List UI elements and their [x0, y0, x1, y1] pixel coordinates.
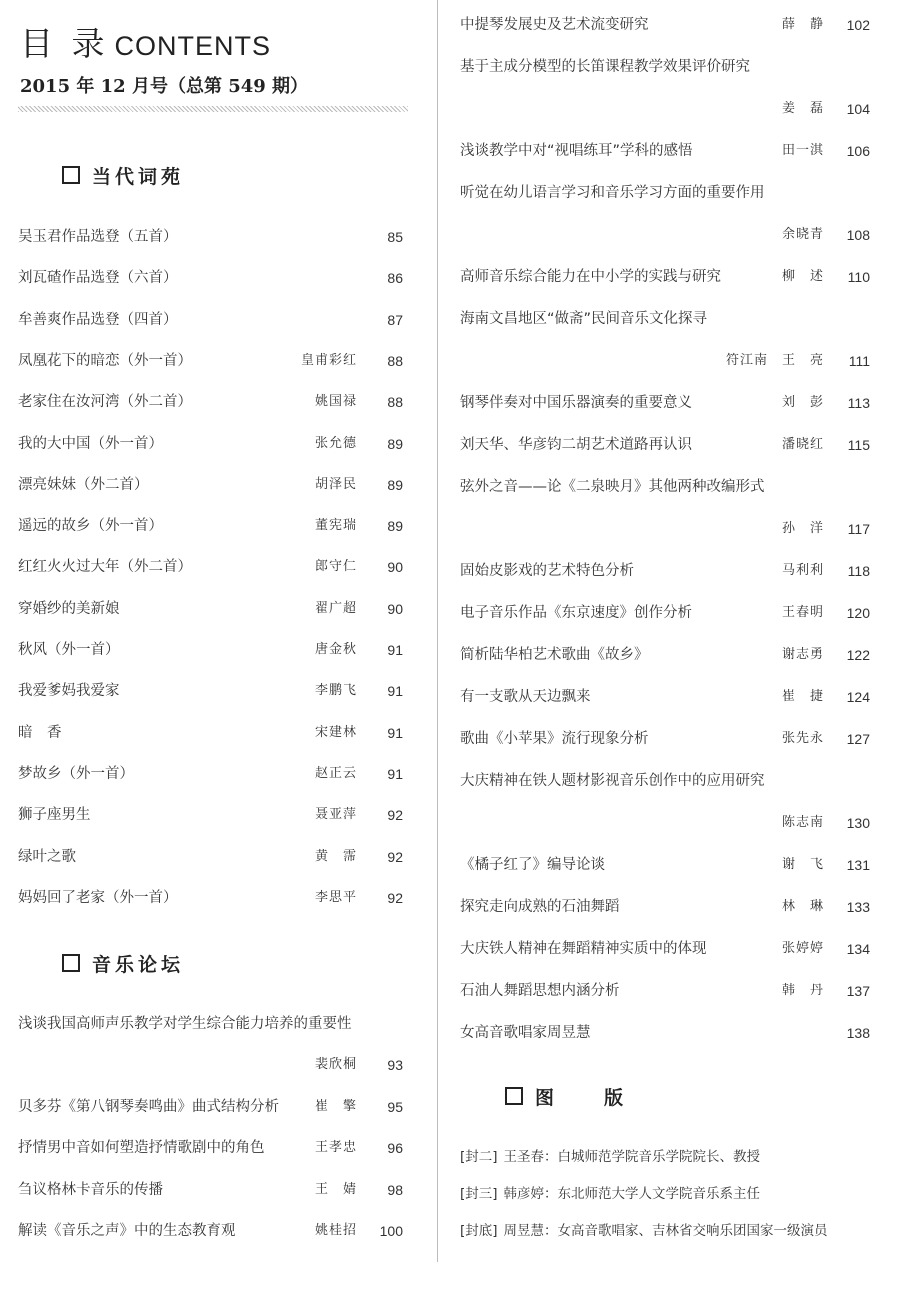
entry-page: 89 — [387, 518, 403, 535]
plate-position-tag: [封三] — [460, 1186, 498, 1202]
entry-title: 高师音乐综合能力在中小学的实践与研究 — [460, 269, 721, 285]
entry-page: 127 — [846, 731, 870, 747]
toc-entry[interactable] — [18, 389, 403, 415]
entry-title: 贝多芬《第八钢琴奏鸣曲》曲式结构分析 — [18, 1098, 279, 1115]
toc-entry[interactable] — [460, 54, 870, 80]
toc-entry[interactable] — [460, 390, 870, 416]
entry-page: 106 — [846, 143, 870, 159]
entry-author: 崔 擎 — [314, 1098, 357, 1114]
entry-title: 中提琴发展史及艺术流变研究 — [460, 17, 649, 33]
entry-title: 红红火火过大年（外二首） — [18, 559, 192, 576]
entry-title: 梦故乡（外一首） — [18, 765, 134, 782]
entry-page: 113 — [847, 395, 870, 411]
entry-title: 大庆铁人精神在舞蹈精神实质中的体现 — [460, 941, 707, 957]
toc-entry[interactable] — [18, 1135, 403, 1161]
entry-page: 85 — [387, 229, 403, 245]
toc-entry[interactable] — [18, 431, 403, 457]
entry-title: 浅谈教学中对“视唱练耳”学科的感悟 — [460, 143, 693, 159]
checkbox-square-icon — [62, 954, 80, 972]
toc-entry[interactable] — [460, 684, 870, 710]
entry-title: 钢琴伴奏对中国乐器演奏的重要意义 — [460, 395, 692, 411]
entry-author: 谢 飞 — [781, 857, 824, 872]
column-divider — [437, 0, 438, 1262]
section-ci-yuan-header — [62, 162, 184, 189]
entry-page: 115 — [847, 437, 870, 453]
entry-author: 皇甫彩红 — [300, 352, 357, 368]
toc-entry[interactable] — [18, 472, 403, 498]
entry-page: 122 — [846, 647, 870, 663]
entry-title: 我爱爹妈我爱家 — [18, 683, 120, 700]
toc-entry[interactable] — [18, 224, 403, 250]
toc-entry[interactable] — [18, 1177, 403, 1203]
entry-title: 弦外之音——论《二泉映月》其他两种改编形式 — [460, 479, 765, 495]
plate-entry — [460, 1147, 760, 1167]
hatched-divider — [18, 106, 408, 112]
toc-entry[interactable] — [18, 802, 403, 828]
entry-page: 102 — [846, 17, 870, 33]
entry-page: 130 — [846, 815, 870, 831]
entry-page: 111 — [848, 353, 870, 369]
entry-page: 88 — [387, 394, 403, 411]
entry-title: 海南文昌地区“做斋”民间音乐文化探寻 — [460, 311, 708, 327]
entry-page: 91 — [387, 683, 403, 700]
toc-entry[interactable] — [460, 894, 870, 920]
entry-page: 118 — [847, 563, 870, 579]
entry-page: 100 — [379, 1223, 403, 1239]
entry-author: 薛 静 — [781, 17, 824, 32]
toc-entry[interactable] — [18, 513, 403, 539]
entry-author: 王春明 — [781, 605, 824, 620]
entry-title: 吴玉君作品选登（五首） — [18, 229, 178, 245]
entry-page: 137 — [846, 983, 870, 999]
plate-entry — [460, 1184, 760, 1204]
entry-title: 刘天华、华彦钧二胡艺术道路再认识 — [460, 437, 692, 453]
toc-entry[interactable] — [460, 180, 870, 206]
entry-author: 姜 磊 — [781, 101, 824, 116]
toc-entry[interactable] — [18, 844, 403, 870]
entry-author: 陈志南 — [781, 815, 824, 830]
toc-entry[interactable] — [460, 1020, 870, 1046]
toc-entry[interactable] — [460, 558, 870, 584]
entry-title: 听觉在幼儿语言学习和音乐学习方面的重要作用 — [460, 185, 765, 201]
entry-author: 符江南 王 亮 — [725, 353, 824, 368]
toc-entry[interactable] — [460, 852, 870, 878]
entry-author: 聂亚萍 — [314, 807, 357, 823]
checkbox-square-icon — [505, 1087, 523, 1105]
toc-entry[interactable] — [460, 12, 870, 38]
entry-author: 余晓青 — [781, 227, 824, 242]
toc-entry[interactable] — [18, 1094, 403, 1120]
entry-title: 穿婚纱的美新娘 — [18, 600, 120, 617]
entry-title: 有一支歌从天边飘来 — [460, 689, 591, 705]
section-lun-tan-header — [62, 950, 184, 977]
toc-entry[interactable] — [18, 761, 403, 787]
entry-page: 89 — [387, 435, 403, 452]
entry-author: 董宪瑞 — [314, 518, 357, 534]
entry-author: 潘晓红 — [781, 437, 824, 452]
entry-title: 凤凰花下的暗恋（外一首） — [18, 352, 192, 369]
plate-caption: 周昱慧：女高音歌唱家、吉林省交响乐团国家一级演员 — [503, 1223, 828, 1239]
entry-page: 110 — [847, 269, 870, 285]
toc-entry[interactable] — [460, 810, 870, 836]
entry-title: 解读《音乐之声》中的生态教育观 — [18, 1223, 236, 1239]
entry-title: 老家住在汝河湾（外二首） — [18, 394, 192, 411]
toc-entry[interactable] — [460, 96, 870, 122]
entry-title: 电子音乐作品《东京速度》创作分析 — [460, 605, 692, 621]
entry-title: 刍议格林卡音乐的传播 — [18, 1181, 163, 1198]
toc-entry[interactable] — [460, 348, 870, 374]
entry-author: 柳 述 — [781, 269, 824, 284]
entry-author: 崔 捷 — [781, 689, 824, 704]
toc-entry[interactable] — [460, 432, 870, 458]
entry-author: 赵正云 — [314, 765, 357, 781]
entry-author: 李鹏飞 — [314, 683, 357, 699]
entry-page: 92 — [387, 889, 403, 906]
entry-page: 131 — [846, 857, 870, 873]
checkbox-square-icon — [62, 166, 80, 184]
entry-page: 120 — [846, 605, 870, 621]
entry-title: 我的大中国（外一首） — [18, 435, 163, 452]
toc-entry[interactable] — [18, 596, 403, 622]
plate-caption: 王圣春：白城师范学院音乐学院院长、教授 — [503, 1149, 761, 1165]
issue-info: 2015 年 12 月号（总第 549 期） — [20, 76, 309, 97]
entry-author: 田一淇 — [781, 143, 824, 158]
toc-entry[interactable] — [460, 474, 870, 500]
entry-page: 95 — [387, 1098, 403, 1115]
toc-entry[interactable] — [18, 1052, 403, 1078]
toc-entry[interactable] — [460, 936, 870, 962]
toc-entry[interactable] — [460, 222, 870, 248]
entry-author: 胡泽民 — [314, 476, 357, 492]
toc-entry[interactable] — [18, 678, 403, 704]
entry-title: 牟善爽作品选登（四首） — [18, 311, 178, 328]
entry-author: 黄 霈 — [314, 848, 357, 864]
toc-entry[interactable] — [460, 138, 870, 164]
toc-entry[interactable] — [18, 307, 403, 333]
entry-page: 93 — [387, 1057, 403, 1074]
entry-author: 刘 彭 — [781, 395, 824, 410]
toc-entry[interactable] — [460, 600, 870, 626]
entry-page: 138 — [846, 1025, 870, 1041]
entry-page: 124 — [846, 689, 870, 705]
entry-author: 唐金秋 — [314, 642, 357, 657]
entry-title: 刘瓦碴作品选登（六首） — [18, 270, 178, 287]
plate-position-tag: [封底] — [460, 1223, 498, 1239]
entry-page: 86 — [387, 270, 403, 287]
toc-entry[interactable] — [460, 306, 870, 332]
entry-page: 89 — [387, 476, 403, 493]
toc-entry[interactable] — [18, 637, 403, 663]
entry-page: 91 — [387, 724, 403, 741]
plate-entry — [460, 1221, 828, 1241]
entry-author: 郎守仁 — [314, 559, 357, 575]
entry-author: 张婷婷 — [781, 941, 824, 956]
toc-entry[interactable] — [460, 726, 870, 752]
entry-author: 姚桂招 — [314, 1223, 357, 1238]
entry-title: 《橘子红了》编导论谈 — [460, 857, 605, 873]
entry-title: 绿叶之歌 — [18, 848, 76, 865]
entry-page: 98 — [387, 1181, 403, 1198]
toc-entry[interactable] — [18, 348, 403, 374]
section-title: 图 版 — [535, 1087, 628, 1109]
entry-title: 遥远的故乡（外一首） — [18, 518, 163, 535]
entry-page: 133 — [846, 899, 870, 915]
entry-page: 91 — [387, 765, 403, 782]
toc-entry[interactable] — [18, 885, 403, 911]
plate-position-tag: [封二] — [460, 1149, 498, 1165]
toc-entry[interactable] — [18, 720, 403, 746]
entry-author: 李思平 — [314, 889, 357, 905]
entry-page: 104 — [846, 101, 870, 117]
entry-author: 王孝忠 — [314, 1140, 357, 1156]
entry-author: 张允德 — [314, 435, 357, 451]
entry-title: 暗 香 — [18, 724, 62, 741]
toc-entry[interactable] — [460, 768, 870, 794]
entry-author: 翟广超 — [314, 600, 357, 616]
entry-page: 96 — [387, 1140, 403, 1157]
section-title: 音乐论坛 — [92, 954, 185, 976]
entry-page: 87 — [387, 311, 403, 328]
entry-page: 92 — [387, 848, 403, 865]
entry-author: 马利利 — [781, 563, 824, 578]
entry-page: 88 — [387, 352, 403, 369]
entry-author: 孙 洋 — [781, 521, 824, 536]
entry-author: 谢志勇 — [781, 647, 824, 662]
entry-title: 简析陆华柏艺术歌曲《故乡》 — [460, 647, 649, 663]
entry-page: 117 — [847, 521, 870, 537]
plate-caption: 韩彦婷：东北师范大学人文学院音乐系主任 — [503, 1186, 761, 1202]
entry-title: 固始皮影戏的艺术特色分析 — [460, 563, 634, 579]
toc-entry[interactable] — [18, 265, 403, 291]
toc-entry[interactable] — [18, 1011, 403, 1037]
entry-page: 90 — [387, 559, 403, 576]
title-english: CONTENTS — [114, 31, 271, 61]
entry-title: 石油人舞蹈思想内涵分析 — [460, 983, 620, 999]
entry-author: 王 婧 — [314, 1181, 357, 1197]
entry-title: 基于主成分模型的长笛课程教学效果评价研究 — [460, 59, 750, 75]
entry-title: 歌曲《小苹果》流行现象分析 — [460, 731, 649, 747]
entry-title: 妈妈回了老家（外一首） — [18, 889, 178, 906]
toc-entry[interactable] — [18, 554, 403, 580]
toc-entry[interactable] — [460, 642, 870, 668]
page-title — [20, 18, 271, 65]
entry-page: 134 — [846, 941, 870, 957]
entry-author: 林 琳 — [781, 899, 824, 914]
entry-title: 大庆精神在铁人题材影视音乐创作中的应用研究 — [460, 773, 765, 789]
entry-author: 张先永 — [781, 731, 824, 746]
toc-entry[interactable] — [460, 516, 870, 542]
entry-title: 抒情男中音如何塑造抒情歌剧中的角色 — [18, 1140, 265, 1157]
entry-title: 秋风（外一首） — [18, 642, 120, 658]
title-chinese: 目 录 — [20, 24, 109, 63]
section-tu-ban-header — [505, 1083, 627, 1110]
entry-title: 探究走向成熟的石油舞蹈 — [460, 899, 620, 915]
section-title: 当代词苑 — [92, 166, 185, 188]
toc-entry[interactable] — [460, 978, 870, 1004]
entry-author: 韩 丹 — [781, 983, 824, 998]
entry-title: 女高音歌唱家周昱慧 — [460, 1025, 591, 1041]
toc-entry[interactable] — [460, 264, 870, 290]
entry-author: 姚国禄 — [314, 394, 357, 410]
entry-page: 92 — [387, 807, 403, 824]
entry-page: 108 — [846, 227, 870, 243]
entry-title: 漂亮妹妹（外二首） — [18, 476, 149, 493]
entry-title: 狮子座男生 — [18, 807, 91, 824]
toc-entry[interactable] — [18, 1218, 403, 1244]
entry-author: 宋建林 — [314, 724, 357, 740]
entry-title: 浅谈我国高师声乐教学对学生综合能力培养的重要性 — [18, 1016, 352, 1032]
entry-page: 91 — [387, 642, 403, 658]
entry-page: 90 — [387, 600, 403, 617]
entry-author: 裴欣桐 — [314, 1057, 357, 1073]
